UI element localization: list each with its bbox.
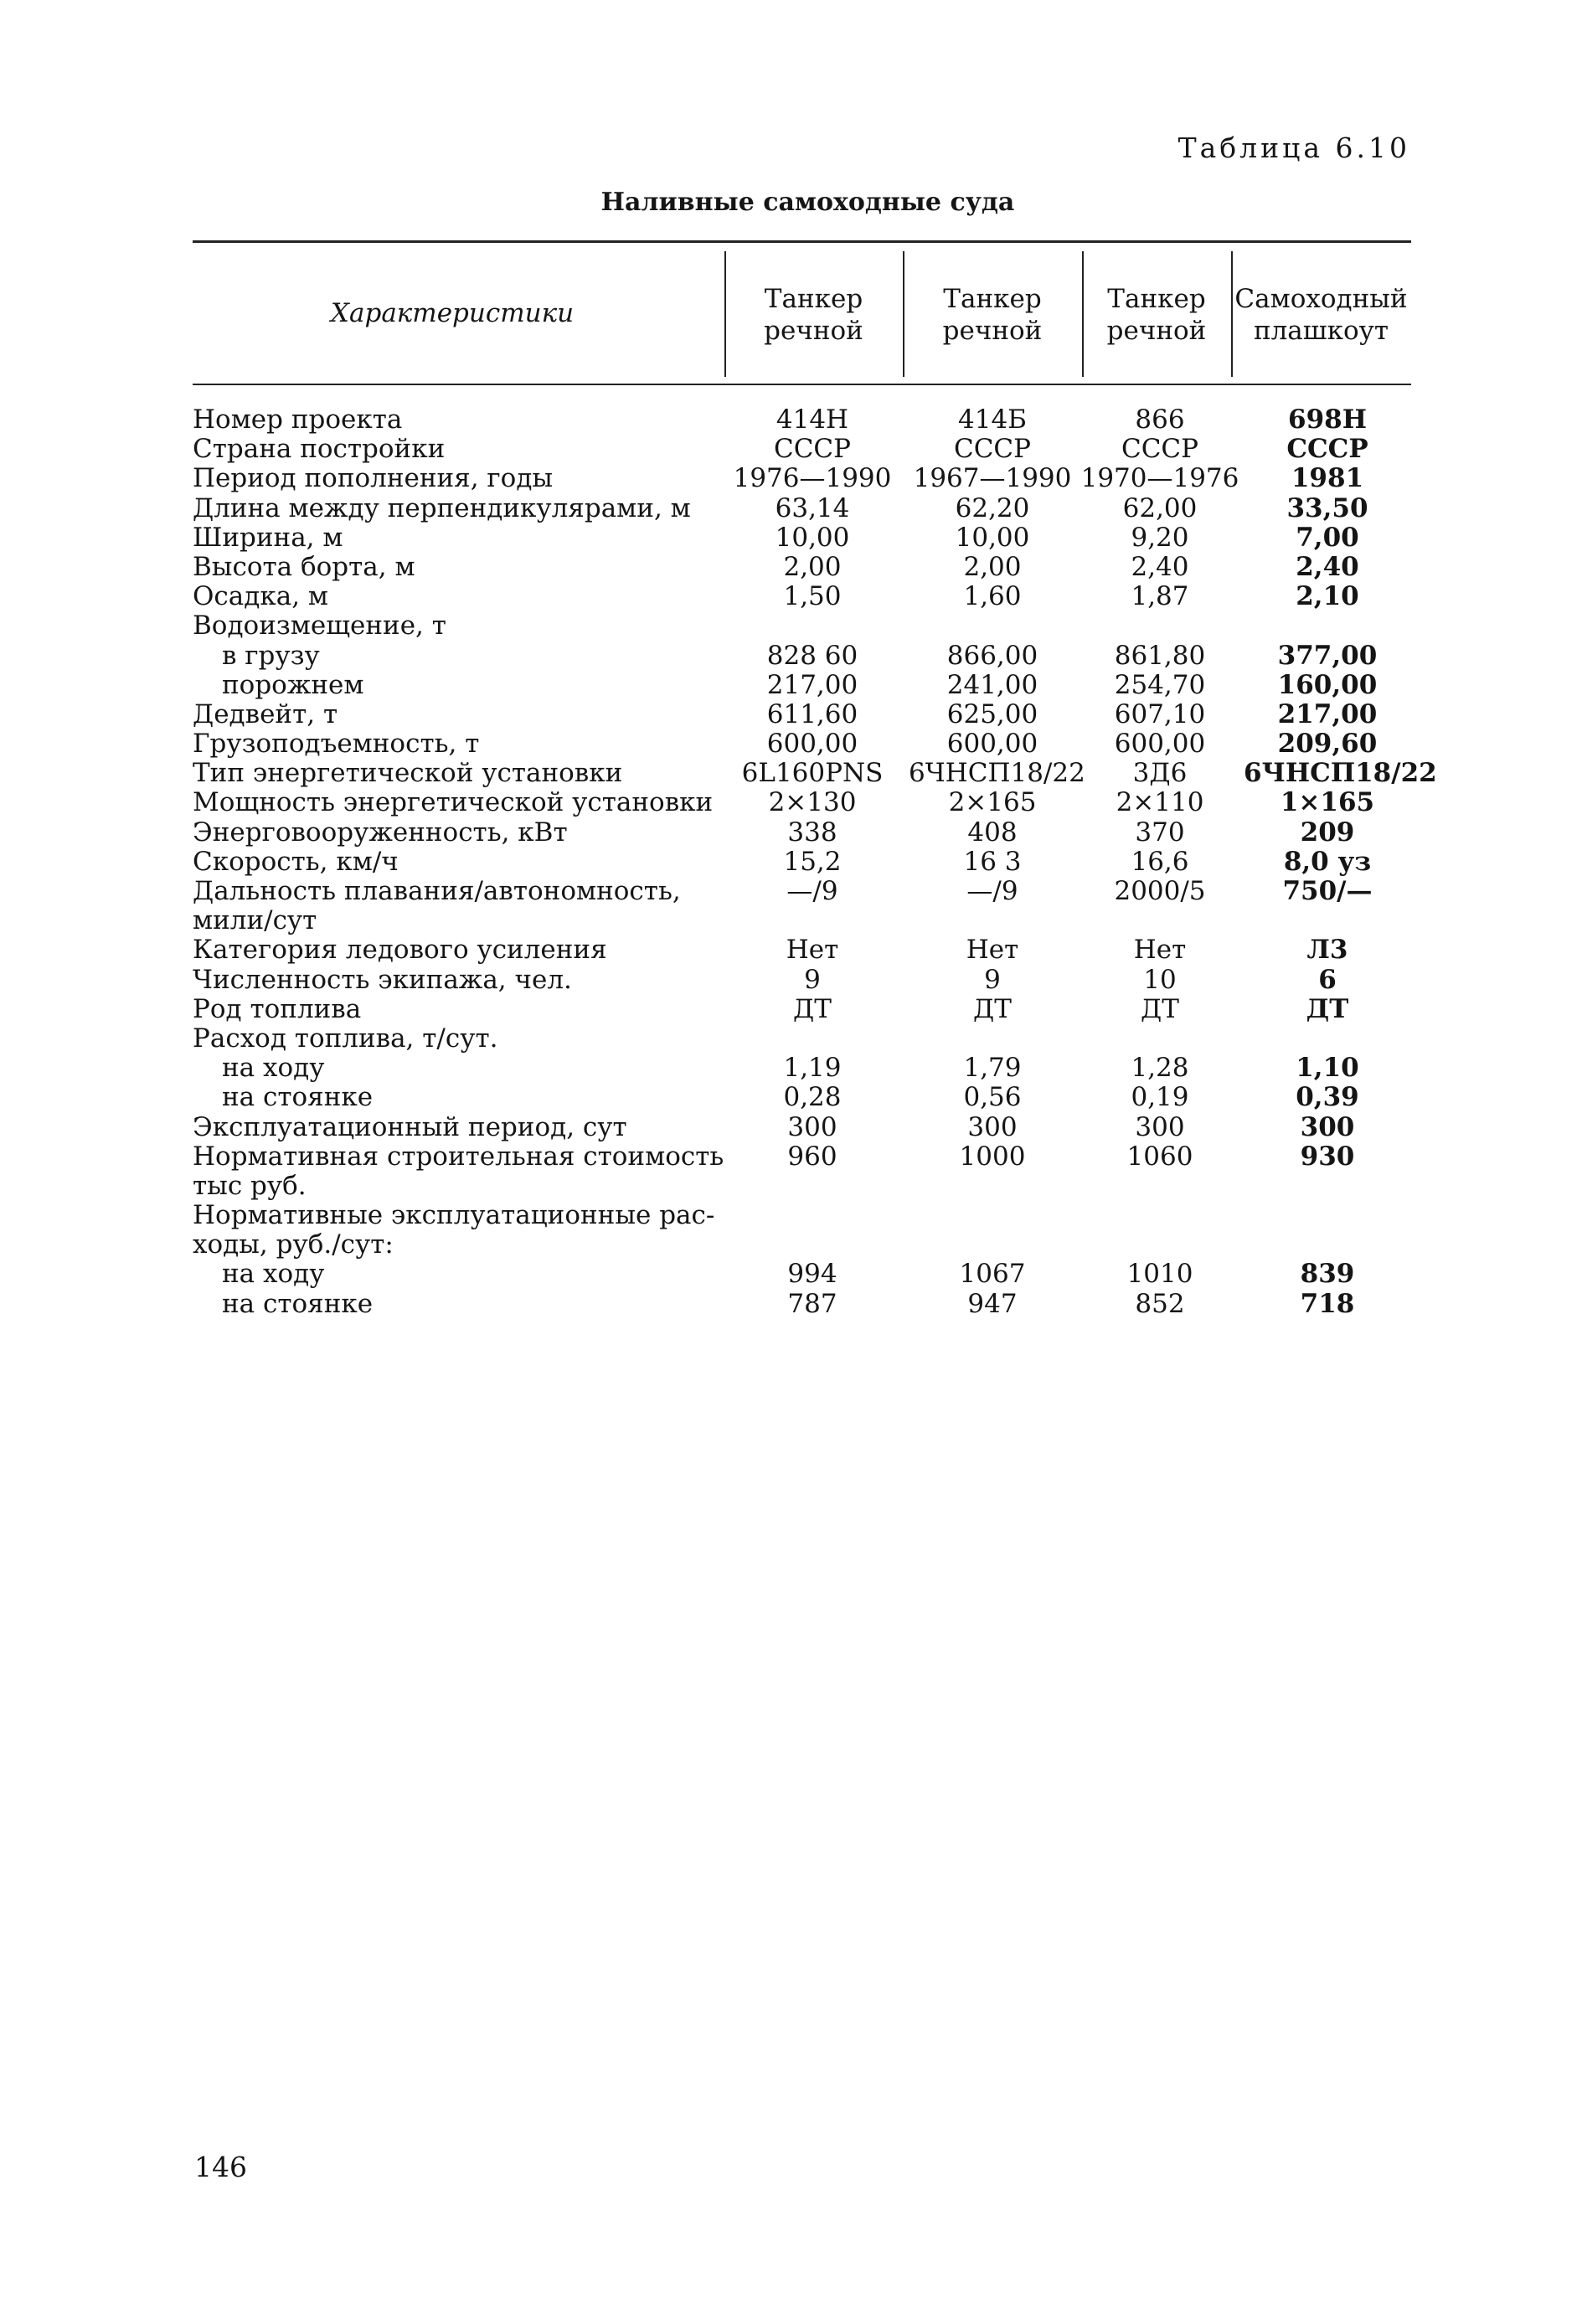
table-row — [193, 1172, 1411, 1201]
row-label: Страна постройки — [193, 434, 446, 465]
row-value: 2×110 — [1116, 787, 1204, 818]
column-header-2 — [903, 283, 1082, 347]
table-row — [193, 1260, 1411, 1289]
row-value: 750/— — [1282, 876, 1373, 906]
row-value: 625,00 — [946, 698, 1038, 729]
row-value: 600,00 — [766, 729, 858, 760]
row-value: 1010 — [1126, 1259, 1193, 1290]
row-value: 600,00 — [946, 729, 1038, 760]
row-label: Высота борта, м — [193, 551, 415, 582]
row-value: 1981 — [1291, 463, 1364, 494]
row-value: 1060 — [1126, 1141, 1193, 1172]
row-label: Грузоподъемность, т — [193, 729, 480, 760]
row-value: 698Н — [1288, 405, 1367, 435]
row-label: Численность экипажа, чел. — [193, 964, 572, 995]
column-header-1 — [724, 283, 903, 347]
row-value: 2,00 — [963, 551, 1022, 582]
row-value: 300 — [1300, 1111, 1355, 1142]
row-label: Категория ледового усиления — [193, 935, 607, 966]
table-row — [193, 1113, 1411, 1142]
row-value: 254,70 — [1114, 669, 1206, 700]
column-header-3 — [1082, 283, 1231, 347]
row-value: 370 — [1135, 817, 1185, 848]
row-value: 300 — [1135, 1111, 1185, 1142]
row-value: 718 — [1300, 1288, 1355, 1319]
row-label: Дедвейт, т — [193, 698, 338, 729]
row-value: 414Н — [776, 405, 849, 435]
row-value: 2000/5 — [1114, 876, 1206, 906]
table-row — [193, 553, 1411, 582]
row-value: СССР — [1121, 434, 1199, 465]
table-row — [193, 1083, 1411, 1112]
row-value: 3Д6 — [1132, 758, 1188, 789]
header-line: Танкер — [764, 284, 863, 314]
row-value: 960 — [787, 1141, 837, 1172]
table-row — [193, 1201, 1411, 1230]
row-label: Скорость, км/ч — [193, 846, 399, 877]
table-row — [193, 1024, 1411, 1054]
row-value: 6ЧНСП18/22 — [909, 758, 1085, 789]
row-value: 209,60 — [1277, 729, 1378, 760]
table-row — [193, 729, 1411, 759]
table-row — [193, 582, 1411, 611]
row-value: 2×130 — [768, 787, 857, 818]
row-label: порожнем — [222, 669, 364, 700]
row-value: 16,6 — [1131, 846, 1189, 877]
row-label: Осадка, м — [193, 581, 329, 612]
row-value: 377,00 — [1277, 640, 1378, 671]
row-label: ходы, руб./сут: — [193, 1229, 394, 1260]
row-value: 2,40 — [1296, 551, 1359, 582]
row-value: 160,00 — [1277, 669, 1378, 700]
row-value: 300 — [787, 1111, 837, 1142]
row-value: 300 — [967, 1111, 1018, 1142]
row-value: 62,00 — [1122, 492, 1198, 523]
row-label: тыс руб. — [193, 1170, 307, 1201]
row-value: 2,10 — [1296, 581, 1359, 612]
row-value: 8,0 уз — [1283, 846, 1372, 877]
row-value: 9,20 — [1131, 522, 1189, 553]
row-label: Расход топлива, т/сут. — [193, 1023, 498, 1054]
row-label: Нормативная строительная стоимость — [193, 1141, 724, 1172]
row-value: 209 — [1300, 817, 1355, 848]
row-value: 839 — [1300, 1259, 1355, 1290]
row-value: Нет — [786, 935, 839, 966]
row-label: на ходу — [222, 1259, 325, 1290]
row-value: 1,28 — [1131, 1053, 1189, 1084]
row-label: на ходу — [222, 1053, 325, 1084]
row-value: 1967—1990 — [913, 463, 1072, 494]
table-row — [193, 1230, 1411, 1260]
table-row — [193, 642, 1411, 671]
table-row — [193, 877, 1411, 906]
row-value: 607,10 — [1114, 698, 1206, 729]
row-label: Ширина, м — [193, 522, 343, 553]
row-value: СССР — [953, 434, 1032, 465]
row-value: 1,87 — [1131, 581, 1189, 612]
row-value: 866 — [1135, 405, 1185, 435]
table-number: Таблица 6.10 — [1177, 131, 1410, 164]
row-value: 2×165 — [948, 787, 1037, 818]
row-value: 241,00 — [946, 669, 1038, 700]
table-row — [193, 1290, 1411, 1319]
table-row — [193, 464, 1411, 493]
row-value: 947 — [967, 1288, 1018, 1319]
row-value: 861,80 — [1114, 640, 1206, 671]
row-value: 0,56 — [963, 1082, 1022, 1113]
table-row — [193, 1054, 1411, 1083]
row-value: 611,60 — [766, 698, 858, 729]
header-line: речной — [1106, 316, 1207, 346]
table-row — [193, 671, 1411, 700]
row-value: 0,39 — [1296, 1082, 1359, 1113]
table-row — [193, 906, 1411, 935]
row-value: 217,00 — [1277, 698, 1378, 729]
table-row — [193, 966, 1411, 995]
row-value: 0,28 — [783, 1082, 842, 1113]
row-value: 2,00 — [783, 551, 842, 582]
row-label: Номер проекта — [193, 405, 403, 435]
row-value: Нет — [966, 935, 1019, 966]
row-value: 10,00 — [955, 522, 1030, 553]
row-value: 6 — [1318, 964, 1337, 995]
row-value: 7,00 — [1296, 522, 1359, 553]
row-value: 408 — [967, 817, 1018, 848]
row-value: 62,20 — [955, 492, 1030, 523]
row-value: 338 — [787, 817, 837, 848]
row-value: 10 — [1143, 964, 1177, 995]
row-value: ДТ — [1306, 993, 1349, 1024]
row-value: 1,60 — [963, 581, 1022, 612]
row-value: 9 — [984, 964, 1001, 995]
row-label: Тип энергетической установки — [193, 758, 623, 789]
table-row — [193, 758, 1437, 789]
row-value: 1970—1976 — [1080, 463, 1239, 494]
row-value: 828 60 — [766, 640, 858, 671]
table-row — [193, 995, 1411, 1024]
table-row — [193, 818, 1411, 848]
row-value: Нет — [1133, 935, 1187, 966]
table-top-rule — [193, 240, 1411, 243]
row-value: 787 — [787, 1288, 837, 1319]
header-line: плашкоут — [1253, 316, 1389, 346]
row-label: на стоянке — [222, 1288, 374, 1319]
row-value: ДТ — [973, 993, 1012, 1024]
row-value: ДТ — [793, 993, 832, 1024]
row-value: ДТ — [1141, 993, 1179, 1024]
table-row — [193, 788, 1411, 817]
row-value: 15,2 — [783, 846, 842, 877]
row-value: 1067 — [959, 1259, 1026, 1290]
row-value: 1,10 — [1296, 1053, 1359, 1084]
table-row — [193, 435, 1411, 464]
row-value: 1,79 — [963, 1053, 1022, 1084]
row-value: —/9 — [786, 876, 838, 906]
row-value: 414Б — [958, 405, 1027, 435]
row-label: Нормативные эксплуатационные рас- — [193, 1200, 715, 1231]
row-label: Длина между перпендикулярами, м — [193, 492, 691, 523]
row-value: 0,19 — [1131, 1082, 1189, 1113]
header-line: речной — [764, 316, 863, 346]
row-value: Л3 — [1306, 935, 1348, 966]
row-value: 9 — [804, 964, 821, 995]
header-bottom-rule — [193, 384, 1411, 385]
row-value: 1×165 — [1280, 787, 1375, 818]
row-label: на стоянке — [222, 1082, 374, 1113]
row-value: 10,00 — [775, 522, 850, 553]
row-value: 866,00 — [946, 640, 1038, 671]
row-label: Энерговооруженность, кВт — [193, 817, 568, 848]
row-value: 600,00 — [1114, 729, 1206, 760]
row-value: 33,50 — [1286, 492, 1368, 523]
table-row — [193, 935, 1411, 965]
row-label: Мощность энергетической установки — [193, 787, 714, 818]
row-value: 6L160PNS — [741, 758, 884, 789]
row-value: —/9 — [966, 876, 1018, 906]
header-line: Танкер — [1107, 284, 1206, 314]
row-value: 1,50 — [783, 581, 842, 612]
row-label: Дальность плавания/автономность, — [193, 876, 681, 906]
table-row — [193, 405, 1411, 435]
row-label: Водоизмещение, т — [193, 611, 446, 642]
table-row — [193, 700, 1411, 729]
row-label: Период пополнения, годы — [193, 463, 554, 494]
row-value: 63,14 — [775, 492, 850, 523]
row-label: мили/сут — [193, 905, 317, 936]
row-value: 852 — [1135, 1288, 1185, 1319]
table-row — [193, 523, 1411, 553]
row-label: в грузу — [222, 640, 320, 671]
row-label: Род топлива — [193, 993, 362, 1024]
row-value: 994 — [787, 1259, 837, 1290]
table-row — [193, 611, 1411, 641]
row-value: 16 3 — [963, 846, 1022, 877]
row-value: 1000 — [959, 1141, 1026, 1172]
page-number: 146 — [194, 2151, 247, 2183]
row-value: 6ЧНСП18/22 — [1244, 758, 1437, 789]
header-line: речной — [942, 316, 1043, 346]
row-value: 930 — [1300, 1141, 1355, 1172]
row-label: Эксплуатационный период, сут — [193, 1111, 627, 1142]
table-row — [193, 494, 1411, 523]
row-value: 1,19 — [783, 1053, 842, 1084]
table-caption: Наливные самоходные суда — [600, 188, 1015, 217]
row-value: 217,00 — [766, 669, 858, 700]
row-value: 1976—1990 — [733, 463, 892, 494]
header-line: Танкер — [943, 284, 1042, 314]
row-value: СССР — [773, 434, 852, 465]
column-header-4 — [1231, 283, 1411, 347]
table-body — [193, 405, 1437, 1319]
column-header-characteristics: Характеристики — [330, 298, 575, 328]
table-row — [193, 1142, 1411, 1172]
header-line: Самоходный — [1234, 284, 1408, 314]
table-row — [193, 848, 1411, 877]
row-value: СССР — [1286, 434, 1368, 465]
row-value: 2,40 — [1131, 551, 1189, 582]
